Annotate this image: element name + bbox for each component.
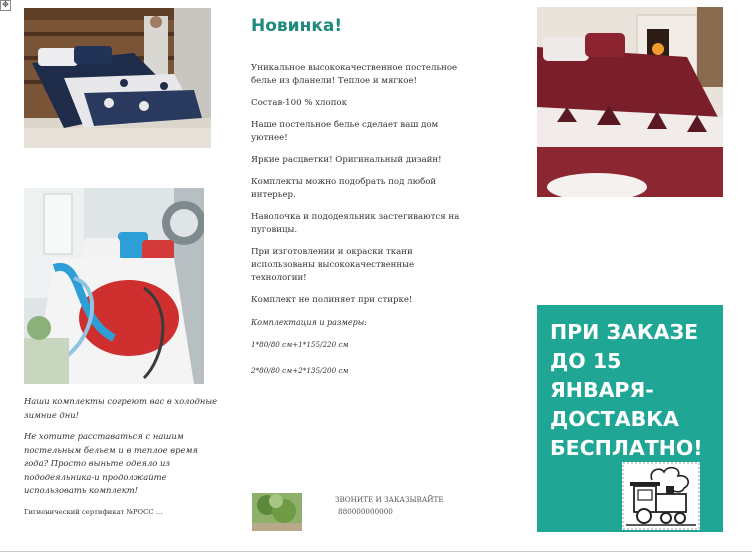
bedding-photo-cabin [24,8,211,148]
contact-block [335,494,444,518]
left-paragraph: Не хотите расставаться с нашим постельным бельем и в теплое время года? Просто выньте одеяло из пододеяльника-и продолжайте использовать комплект! [24,431,198,495]
divider [0,551,752,552]
certificate-note: Гигиенический сертификат №РОСС … [24,507,163,516]
description-column [251,62,466,390]
size-item: 1*80/80 см+1*155/220 см [251,340,349,349]
promo-text: ПРИ ЗАКАЗЕ ДО 15 ЯНВАРЯ-ДОСТАВКА БЕСПЛАТНО! [550,320,703,460]
train-icon [622,462,700,530]
sizes-label: Комплектация и размеры: [251,318,367,327]
tree-thumbnail [252,493,302,531]
left-paragraph: Наши комплекты согреют вас в холодные зимние дни! [24,396,218,420]
description-paragraph: Яркие расцветки! Оригинальный дизайн! [251,155,442,165]
move-handle-icon[interactable]: ✥ [0,0,11,11]
contact-phone[interactable]: 880000000000 [338,507,393,516]
description-paragraph: Комплекты можно подобрать под любой интерьер. [251,177,437,200]
description-paragraph: Состав-100 % хлопок [251,98,347,108]
description-paragraph: Комплект не полиняет при стирке! [251,295,413,305]
bedding-photo-fireplace [537,7,723,197]
page-title: Новинка! [251,16,343,36]
description-paragraph: Наше постельное белье сделает ваш дом уютнее! [251,120,439,143]
contact-call: ЗВОНИТЕ И ЗАКАЗЫВАЙТЕ [335,495,444,504]
bedding-photo-bright [24,188,204,384]
size-item: 2*80/80 см+2*135/200 см [251,366,349,375]
description-paragraph: При изготовлении и окраски ткани использованы высококачественные технологии! [251,247,415,283]
left-text-column [24,395,219,527]
description-paragraph: Наволочка и пододеяльник застегиваются на пуговицы. [251,212,460,235]
description-paragraph: Уникальное высококачественное постельное белье из фланели! Теплое и мягкое! [251,63,458,86]
